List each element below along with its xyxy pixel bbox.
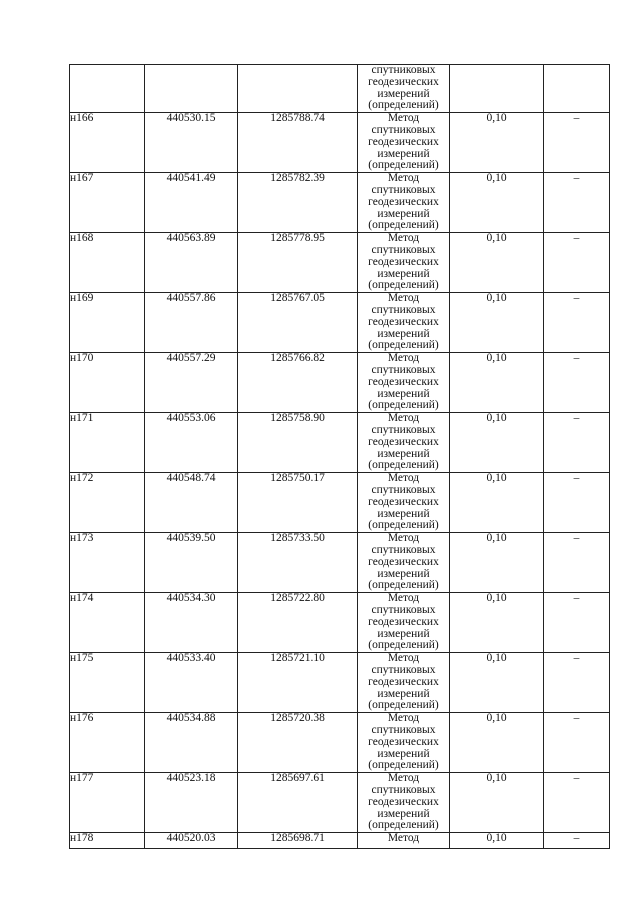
point-name-cell: н176 (70, 713, 145, 773)
method-line: Метод (387, 292, 420, 305)
method-line: (определений) (368, 279, 439, 292)
point-name-cell: н174 (70, 593, 145, 653)
description-cell: – (544, 533, 610, 593)
method-line: (определений) (368, 339, 439, 352)
accuracy-cell: 0,10 (450, 653, 544, 713)
method-line: геодезических (368, 435, 439, 448)
accuracy-cell: 0,10 (450, 593, 544, 653)
description-cell (544, 65, 610, 113)
method-line: геодезических (368, 555, 439, 568)
x-coordinate-cell: 440520.03 (145, 833, 238, 849)
method-line: Метод (387, 772, 420, 785)
table-row (70, 173, 610, 233)
x-coordinate-cell: 440557.29 (145, 353, 238, 413)
description-cell: – (544, 773, 610, 833)
method-line: измерений (377, 87, 430, 100)
accuracy-cell: 0,10 (450, 773, 544, 833)
method-line: Метод (387, 112, 420, 125)
method-line: геодезических (368, 795, 439, 808)
method-line: спутниковых (371, 783, 436, 796)
x-coordinate-cell: 440541.49 (145, 173, 238, 233)
accuracy-cell: 0,10 (450, 113, 544, 173)
coordinates-table-body (70, 65, 610, 849)
y-coordinate-cell: 1285721.10 (238, 653, 358, 713)
method-cell (358, 533, 450, 593)
method-line: измерений (377, 747, 430, 760)
point-name-cell: н178 (70, 833, 145, 849)
x-coordinate-cell: 440534.30 (145, 593, 238, 653)
method-line: геодезических (368, 615, 439, 628)
method-line: Метод (387, 832, 420, 845)
method-line: геодезических (368, 195, 439, 208)
table-row (70, 713, 610, 773)
point-name-cell: н167 (70, 173, 145, 233)
method-line: измерений (377, 567, 430, 580)
method-cell (358, 593, 450, 653)
description-cell: – (544, 833, 610, 849)
description-cell: – (544, 593, 610, 653)
accuracy-cell (450, 65, 544, 113)
method-line: (определений) (368, 759, 439, 772)
method-line: спутниковых (371, 423, 436, 436)
method-line: геодезических (368, 675, 439, 688)
description-cell: – (544, 653, 610, 713)
coordinates-table (69, 64, 610, 849)
method-line: измерений (377, 147, 430, 160)
method-line: Метод (387, 532, 420, 545)
description-cell: – (544, 353, 610, 413)
x-coordinate-cell: 440548.74 (145, 473, 238, 533)
method-line: спутниковых (371, 123, 436, 136)
method-line: Метод (387, 172, 420, 185)
accuracy-cell: 0,10 (450, 233, 544, 293)
description-cell: – (544, 113, 610, 173)
point-name-cell: н168 (70, 233, 145, 293)
method-line: (определений) (368, 99, 439, 112)
point-name-cell: н173 (70, 533, 145, 593)
method-line: геодезических (368, 315, 439, 328)
x-coordinate-cell: 440523.18 (145, 773, 238, 833)
method-line: Метод (387, 472, 420, 485)
method-line: геодезических (368, 735, 439, 748)
x-coordinate-cell: 440533.40 (145, 653, 238, 713)
accuracy-cell: 0,10 (450, 713, 544, 773)
point-name-cell: н169 (70, 293, 145, 353)
table-row (70, 413, 610, 473)
y-coordinate-cell: 1285767.05 (238, 293, 358, 353)
method-line: спутниковых (371, 64, 436, 76)
method-line: спутниковых (371, 603, 436, 616)
method-line: Метод (387, 712, 420, 725)
method-line: Метод (387, 592, 420, 605)
method-line: (определений) (368, 219, 439, 232)
accuracy-cell: 0,10 (450, 833, 544, 849)
y-coordinate-cell: 1285758.90 (238, 413, 358, 473)
method-line: геодезических (368, 255, 439, 268)
method-line: Метод (387, 652, 420, 665)
y-coordinate-cell: 1285778.95 (238, 233, 358, 293)
x-coordinate-cell (145, 65, 238, 113)
method-line: измерений (377, 687, 430, 700)
method-cell (358, 353, 450, 413)
method-cell (358, 293, 450, 353)
y-coordinate-cell: 1285733.50 (238, 533, 358, 593)
table-row (70, 833, 610, 849)
accuracy-cell: 0,10 (450, 353, 544, 413)
method-line: (определений) (368, 819, 439, 832)
method-line: измерений (377, 387, 430, 400)
x-coordinate-cell: 440530.15 (145, 113, 238, 173)
method-line: геодезических (368, 495, 439, 508)
method-line: спутниковых (371, 723, 436, 736)
y-coordinate-cell: 1285720.38 (238, 713, 358, 773)
table-row (70, 593, 610, 653)
table-row (70, 353, 610, 413)
y-coordinate-cell: 1285750.17 (238, 473, 358, 533)
method-line: Метод (387, 412, 420, 425)
accuracy-cell: 0,10 (450, 413, 544, 473)
method-line: спутниковых (371, 363, 436, 376)
method-cell (358, 413, 450, 473)
method-line: (определений) (368, 699, 439, 712)
table-row (70, 233, 610, 293)
method-line: спутниковых (371, 183, 436, 196)
method-line: Метод (387, 352, 420, 365)
point-name-cell: н175 (70, 653, 145, 713)
table-row (70, 653, 610, 713)
table-row (70, 113, 610, 173)
method-cell (358, 713, 450, 773)
method-line: измерений (377, 807, 430, 820)
method-line: геодезических (368, 135, 439, 148)
method-line: измерений (377, 267, 430, 280)
table-row (70, 293, 610, 353)
method-line: спутниковых (371, 663, 436, 676)
method-line: измерений (377, 627, 430, 640)
method-line: (определений) (368, 399, 439, 412)
method-cell (358, 833, 450, 849)
method-line: спутниковых (371, 243, 436, 256)
x-coordinate-cell: 440553.06 (145, 413, 238, 473)
x-coordinate-cell: 440534.88 (145, 713, 238, 773)
description-cell: – (544, 413, 610, 473)
x-coordinate-cell: 440539.50 (145, 533, 238, 593)
y-coordinate-cell: 1285782.39 (238, 173, 358, 233)
y-coordinate-cell: 1285788.74 (238, 113, 358, 173)
table-row (70, 473, 610, 533)
y-coordinate-cell: 1285698.71 (238, 833, 358, 849)
description-cell: – (544, 713, 610, 773)
method-line: Метод (387, 232, 420, 245)
method-line: (определений) (368, 519, 439, 532)
accuracy-cell: 0,10 (450, 473, 544, 533)
method-line: (определений) (368, 579, 439, 592)
method-line: (определений) (368, 639, 439, 652)
method-line: измерений (377, 507, 430, 520)
description-cell: – (544, 473, 610, 533)
point-name-cell: н166 (70, 113, 145, 173)
method-line: геодезических (368, 75, 439, 88)
y-coordinate-cell: 1285697.61 (238, 773, 358, 833)
accuracy-cell: 0,10 (450, 293, 544, 353)
y-coordinate-cell: 1285722.80 (238, 593, 358, 653)
table-row (70, 533, 610, 593)
table-row (70, 773, 610, 833)
method-line: спутниковых (371, 303, 436, 316)
method-line: измерений (377, 207, 430, 220)
method-line: геодезических (368, 375, 439, 388)
point-name-cell: н171 (70, 413, 145, 473)
method-line: спутниковых (371, 543, 436, 556)
method-line: измерений (377, 327, 430, 340)
method-cell (358, 173, 450, 233)
method-line: (определений) (368, 159, 439, 172)
method-line: (определений) (368, 459, 439, 472)
point-name-cell: н172 (70, 473, 145, 533)
method-cell (358, 653, 450, 713)
method-line: спутниковых (371, 483, 436, 496)
method-cell (358, 65, 450, 113)
point-name-cell: н170 (70, 353, 145, 413)
method-cell (358, 473, 450, 533)
accuracy-cell: 0,10 (450, 173, 544, 233)
y-coordinate-cell (238, 65, 358, 113)
accuracy-cell: 0,10 (450, 533, 544, 593)
method-cell (358, 773, 450, 833)
description-cell: – (544, 233, 610, 293)
table-row (70, 65, 610, 113)
method-line: измерений (377, 447, 430, 460)
method-cell (358, 233, 450, 293)
method-cell (358, 113, 450, 173)
x-coordinate-cell: 440563.89 (145, 233, 238, 293)
y-coordinate-cell: 1285766.82 (238, 353, 358, 413)
description-cell: – (544, 173, 610, 233)
description-cell: – (544, 293, 610, 353)
point-name-cell (70, 65, 145, 113)
point-name-cell: н177 (70, 773, 145, 833)
x-coordinate-cell: 440557.86 (145, 293, 238, 353)
